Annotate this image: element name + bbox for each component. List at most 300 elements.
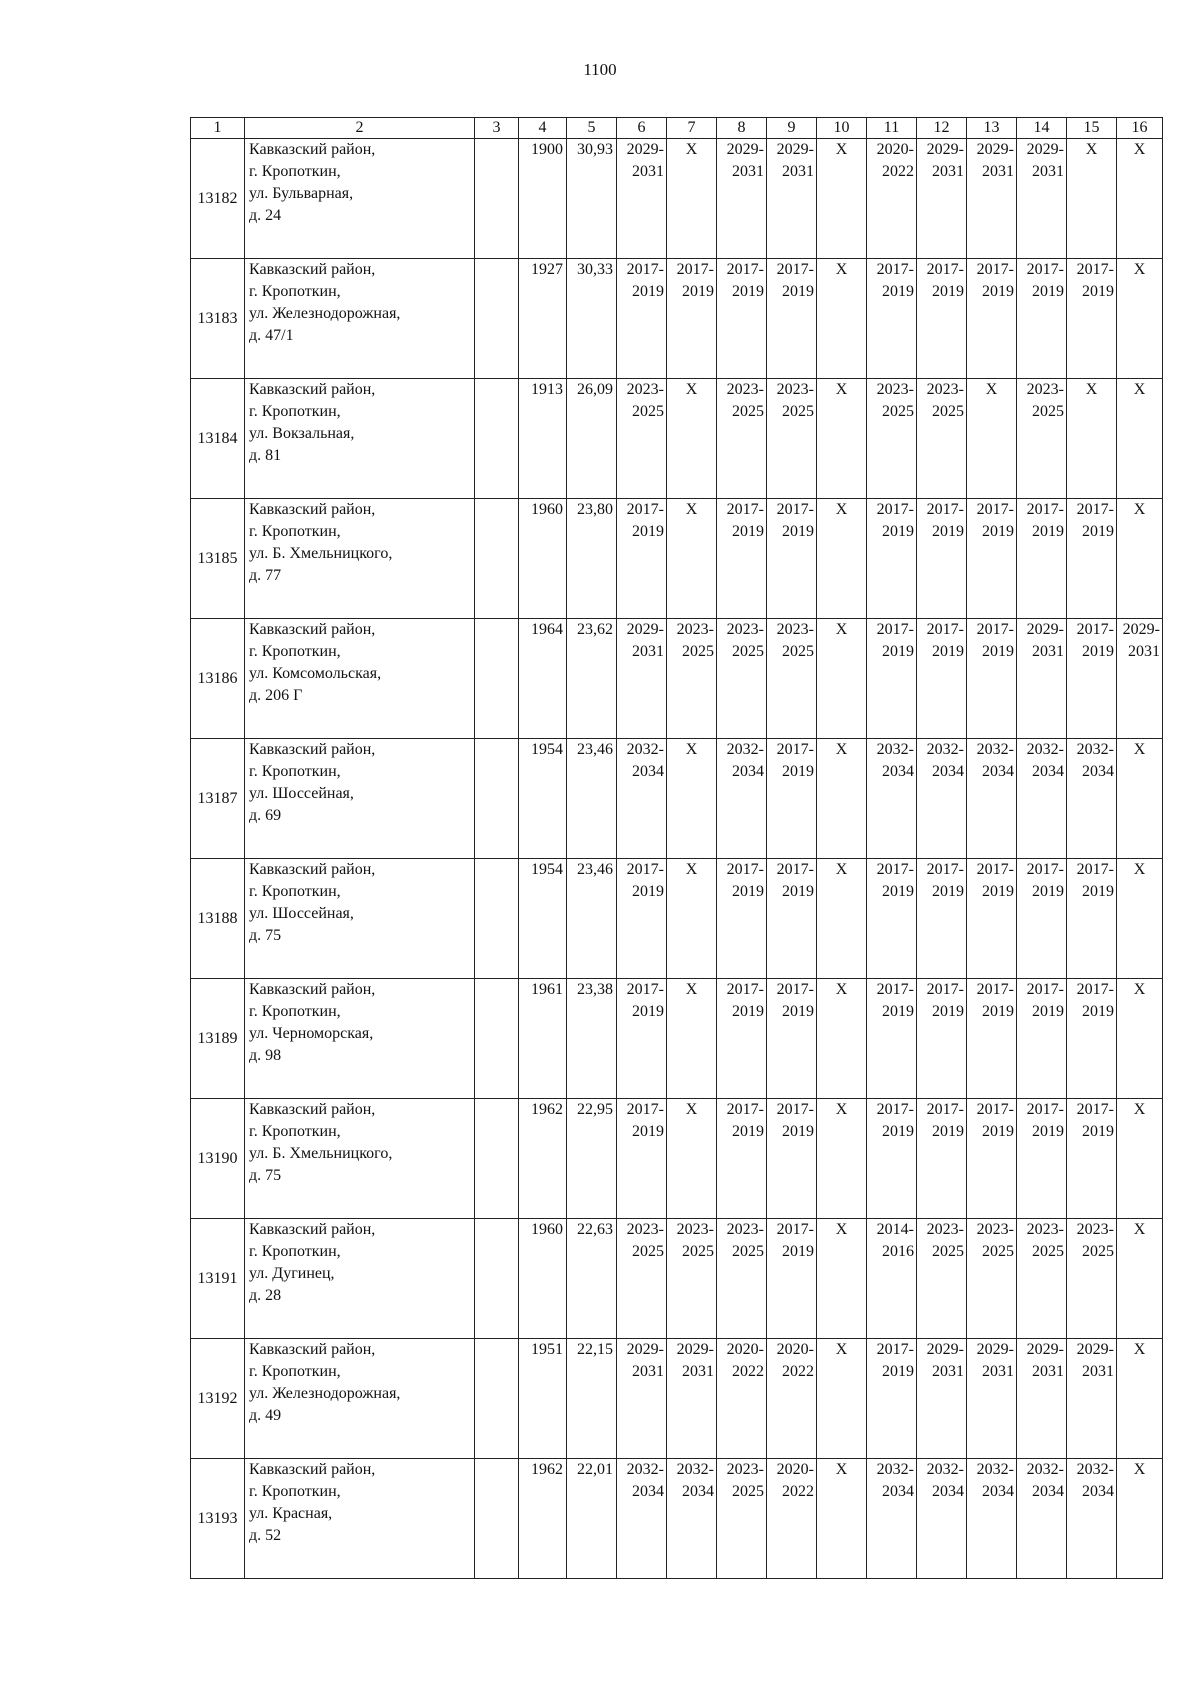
- area-cell: 23,46: [567, 739, 617, 859]
- period-line: 2017-: [876, 981, 914, 998]
- period-line: 2023-: [726, 1461, 764, 1478]
- period-line: 2019: [932, 523, 964, 540]
- period-line: 2023-: [926, 1221, 964, 1238]
- period-line: 2022: [782, 1483, 814, 1500]
- period-cell: [817, 1339, 867, 1459]
- record-number: 13182: [191, 139, 245, 259]
- table-row: [191, 619, 1163, 739]
- period-line: 2032-: [876, 1461, 914, 1478]
- period-line: 2032-: [976, 741, 1014, 758]
- year-built-cell: 1954: [519, 859, 567, 979]
- period-line: 2023-: [1026, 1221, 1064, 1238]
- period-line: 2017-: [776, 981, 814, 998]
- period-cell: [817, 1099, 867, 1219]
- period-cell: [667, 739, 717, 859]
- period-line: 2017-: [1076, 1101, 1114, 1118]
- empty-cell: [475, 259, 519, 379]
- address-line: ул. Черноморская,: [249, 1025, 374, 1042]
- period-line: 2017-: [1076, 621, 1114, 638]
- period-cell: [1117, 739, 1163, 859]
- period-line: 2025: [782, 643, 814, 660]
- period-line: 2020-: [726, 1341, 764, 1358]
- period-cell: [767, 499, 817, 619]
- table-row: [191, 979, 1163, 1099]
- period-line: 2032-: [1076, 741, 1114, 758]
- period-line: 2019: [982, 643, 1014, 660]
- column-header: 1: [191, 118, 245, 139]
- period-cell: [767, 739, 817, 859]
- address-line: г. Кропоткин,: [249, 1123, 341, 1140]
- empty-cell: [475, 619, 519, 739]
- period-line: 2017-: [626, 501, 664, 518]
- period-line: 2019: [782, 283, 814, 300]
- period-line: 2025: [732, 403, 764, 420]
- period-line: 2032-: [976, 1461, 1014, 1478]
- period-line: 2019: [1032, 883, 1064, 900]
- period-line: 2032-: [1026, 741, 1064, 758]
- period-cell: [1067, 619, 1117, 739]
- period-line: 2017-: [776, 261, 814, 278]
- address-line: ул. Комсомольская,: [249, 665, 382, 682]
- area-cell: 30,33: [567, 259, 617, 379]
- address-line: г. Кропоткин,: [249, 883, 341, 900]
- period-line: 2017-: [726, 1101, 764, 1118]
- address-line: д. 24: [249, 207, 282, 224]
- period-line: 2023-: [726, 381, 764, 398]
- period-line: 2019: [732, 883, 764, 900]
- period-line: X: [835, 1101, 848, 1118]
- period-line: 2019: [1082, 643, 1114, 660]
- address-line: д. 47/1: [249, 327, 294, 344]
- period-line: 2017-: [926, 1101, 964, 1118]
- record-number: 13189: [191, 979, 245, 1099]
- period-cell: [917, 379, 967, 499]
- address-cell: [245, 979, 475, 1099]
- period-cell: [1067, 139, 1117, 259]
- record-number: 13187: [191, 739, 245, 859]
- period-cell: [817, 619, 867, 739]
- address-line: д. 52: [249, 1527, 282, 1544]
- address-cell: [245, 1339, 475, 1459]
- period-line: X: [835, 741, 848, 758]
- period-line: 2019: [932, 643, 964, 660]
- table-row: [191, 499, 1163, 619]
- address-line: д. 81: [249, 447, 282, 464]
- period-line: 2019: [632, 523, 664, 540]
- period-cell: [1017, 1339, 1067, 1459]
- address-cell: [245, 619, 475, 739]
- period-line: 2019: [782, 883, 814, 900]
- address-line: Кавказский район,: [249, 741, 376, 758]
- period-cell: [817, 499, 867, 619]
- period-cell: [667, 979, 717, 1099]
- period-line: X: [835, 141, 848, 158]
- address-cell: [245, 859, 475, 979]
- period-cell: [667, 1459, 717, 1579]
- period-cell: [1117, 499, 1163, 619]
- area-cell: 22,01: [567, 1459, 617, 1579]
- period-line: 2023-: [876, 381, 914, 398]
- period-line: 2034: [1082, 1483, 1114, 1500]
- period-cell: [617, 979, 667, 1099]
- period-cell: [717, 1459, 767, 1579]
- period-line: 2020-: [776, 1461, 814, 1478]
- period-line: 2034: [632, 1483, 664, 1500]
- period-line: 2031: [932, 163, 964, 180]
- period-line: 2023-: [626, 1221, 664, 1238]
- period-cell: [1017, 619, 1067, 739]
- period-cell: [867, 739, 917, 859]
- empty-cell: [475, 859, 519, 979]
- record-number: 13185: [191, 499, 245, 619]
- period-cell: [1017, 979, 1067, 1099]
- address-cell: [245, 1219, 475, 1339]
- period-cell: [717, 379, 767, 499]
- period-cell: [817, 379, 867, 499]
- area-cell: 23,38: [567, 979, 617, 1099]
- period-line: 2019: [782, 1123, 814, 1140]
- period-cell: [967, 1339, 1017, 1459]
- period-cell: [667, 499, 717, 619]
- period-cell: [917, 979, 967, 1099]
- period-cell: [617, 379, 667, 499]
- period-line: 2017-: [876, 501, 914, 518]
- period-line: X: [1085, 381, 1098, 398]
- year-built-cell: 1927: [519, 259, 567, 379]
- address-line: д. 77: [249, 567, 282, 584]
- period-cell: [617, 859, 667, 979]
- period-line: 2023-: [776, 621, 814, 638]
- period-cell: [817, 979, 867, 1099]
- period-line: 2034: [682, 1483, 714, 1500]
- period-cell: [767, 1459, 817, 1579]
- period-line: 2031: [1128, 643, 1160, 660]
- period-line: 2017-: [926, 261, 964, 278]
- period-line: 2023-: [676, 1221, 714, 1238]
- period-cell: [767, 139, 817, 259]
- period-line: 2017-: [876, 1341, 914, 1358]
- period-line: 2029-: [1026, 621, 1064, 638]
- period-line: 2032-: [626, 741, 664, 758]
- header-row: [191, 118, 1163, 139]
- period-line: X: [685, 381, 698, 398]
- period-cell: [617, 139, 667, 259]
- period-line: X: [985, 381, 998, 398]
- period-cell: [867, 259, 917, 379]
- period-line: X: [835, 261, 848, 278]
- period-line: 2023-: [1026, 381, 1064, 398]
- period-line: 2029-: [1076, 1341, 1114, 1358]
- period-line: 2031: [682, 1363, 714, 1380]
- period-cell: [717, 1339, 767, 1459]
- address-line: г. Кропоткин,: [249, 1243, 341, 1260]
- address-line: г. Кропоткин,: [249, 283, 341, 300]
- year-built-cell: 1900: [519, 139, 567, 259]
- period-line: 2019: [882, 523, 914, 540]
- address-line: Кавказский район,: [249, 501, 376, 518]
- period-line: X: [685, 1101, 698, 1118]
- table-row: [191, 1099, 1163, 1219]
- period-line: 2019: [632, 1123, 664, 1140]
- period-line: 2031: [1032, 163, 1064, 180]
- period-line: 2019: [1082, 883, 1114, 900]
- period-line: 2017-: [776, 501, 814, 518]
- period-line: 2031: [932, 1363, 964, 1380]
- period-cell: [617, 1459, 667, 1579]
- period-line: 2017-: [1026, 501, 1064, 518]
- period-line: 2017-: [726, 861, 764, 878]
- period-line: 2025: [932, 1243, 964, 1260]
- period-line: 2019: [732, 523, 764, 540]
- column-header: 8: [717, 118, 767, 139]
- period-line: 2019: [982, 1003, 1014, 1020]
- address-cell: [245, 1459, 475, 1579]
- period-line: X: [835, 621, 848, 638]
- period-line: 2019: [882, 283, 914, 300]
- period-line: 2022: [782, 1363, 814, 1380]
- period-line: 2019: [932, 1003, 964, 1020]
- period-line: 2017-: [726, 261, 764, 278]
- period-line: 2017-: [976, 621, 1014, 638]
- period-line: 2017-: [776, 1101, 814, 1118]
- period-line: 2032-: [876, 741, 914, 758]
- period-cell: [717, 259, 767, 379]
- period-line: 2017-: [926, 501, 964, 518]
- record-number: 13183: [191, 259, 245, 379]
- period-cell: [717, 499, 767, 619]
- period-line: 2017-: [926, 981, 964, 998]
- column-header: 12: [917, 118, 967, 139]
- period-cell: [967, 379, 1017, 499]
- period-cell: [1017, 739, 1067, 859]
- period-cell: [1067, 259, 1117, 379]
- period-line: 2023-: [1076, 1221, 1114, 1238]
- period-line: 2017-: [626, 981, 664, 998]
- period-line: X: [1133, 261, 1146, 278]
- period-cell: [717, 739, 767, 859]
- period-line: X: [835, 1461, 848, 1478]
- period-cell: [817, 139, 867, 259]
- address-cell: [245, 379, 475, 499]
- period-line: 2023-: [726, 1221, 764, 1238]
- period-line: 2034: [982, 763, 1014, 780]
- period-cell: [617, 1339, 667, 1459]
- period-line: 2017-: [726, 501, 764, 518]
- period-line: 2019: [882, 883, 914, 900]
- period-line: 2029-: [976, 1341, 1014, 1358]
- address-line: ул. Шоссейная,: [249, 785, 354, 802]
- period-cell: [967, 259, 1017, 379]
- period-cell: [1067, 379, 1117, 499]
- address-line: г. Кропоткин,: [249, 643, 341, 660]
- period-line: 2019: [1082, 1123, 1114, 1140]
- column-header: 15: [1067, 118, 1117, 139]
- period-line: 2023-: [776, 381, 814, 398]
- period-line: 2019: [932, 1123, 964, 1140]
- address-line: ул. Железнодорожная,: [249, 1385, 401, 1402]
- address-line: ул. Железнодорожная,: [249, 305, 401, 322]
- period-line: 2029-: [1026, 141, 1064, 158]
- address-line: г. Кропоткин,: [249, 1363, 341, 1380]
- period-line: 2019: [782, 1243, 814, 1260]
- column-header: 6: [617, 118, 667, 139]
- period-cell: [717, 619, 767, 739]
- period-line: 2017-: [1076, 501, 1114, 518]
- period-cell: [667, 259, 717, 379]
- address-line: Кавказский район,: [249, 621, 376, 638]
- period-line: 2017-: [626, 861, 664, 878]
- period-cell: [617, 1099, 667, 1219]
- period-cell: [817, 859, 867, 979]
- period-cell: [1117, 1339, 1163, 1459]
- address-line: г. Кропоткин,: [249, 403, 341, 420]
- period-line: 2023-: [926, 381, 964, 398]
- address-line: г. Кропоткин,: [249, 1483, 341, 1500]
- period-line: 2019: [732, 1123, 764, 1140]
- address-line: Кавказский район,: [249, 1341, 376, 1358]
- period-cell: [967, 859, 1017, 979]
- address-line: Кавказский район,: [249, 261, 376, 278]
- period-line: 2017-: [1026, 1101, 1064, 1118]
- period-cell: [1117, 1099, 1163, 1219]
- period-line: 2034: [932, 1483, 964, 1500]
- year-built-cell: 1913: [519, 379, 567, 499]
- period-line: 2017-: [926, 861, 964, 878]
- period-line: 2017-: [876, 261, 914, 278]
- period-line: 2022: [732, 1363, 764, 1380]
- period-cell: [917, 1099, 967, 1219]
- period-cell: [617, 619, 667, 739]
- address-line: г. Кропоткин,: [249, 763, 341, 780]
- period-line: X: [1133, 741, 1146, 758]
- period-line: 2014-: [876, 1221, 914, 1238]
- empty-cell: [475, 739, 519, 859]
- address-line: Кавказский район,: [249, 1221, 376, 1238]
- record-number: 13188: [191, 859, 245, 979]
- period-cell: [667, 859, 717, 979]
- period-line: 2017-: [1076, 861, 1114, 878]
- period-cell: [1117, 979, 1163, 1099]
- column-header: 5: [567, 118, 617, 139]
- period-line: X: [1133, 1101, 1146, 1118]
- address-line: ул. Дугинец,: [249, 1265, 335, 1282]
- period-line: 2034: [1082, 763, 1114, 780]
- empty-cell: [475, 139, 519, 259]
- period-cell: [667, 139, 717, 259]
- period-line: 2025: [982, 1243, 1014, 1260]
- period-cell: [617, 739, 667, 859]
- period-line: X: [1133, 381, 1146, 398]
- column-header: 3: [475, 118, 519, 139]
- area-cell: 26,09: [567, 379, 617, 499]
- address-line: Кавказский район,: [249, 861, 376, 878]
- period-cell: [867, 499, 917, 619]
- period-line: 2034: [982, 1483, 1014, 1500]
- empty-cell: [475, 979, 519, 1099]
- period-line: 2019: [1032, 1003, 1064, 1020]
- period-cell: [717, 979, 767, 1099]
- period-line: 2017-: [1076, 981, 1114, 998]
- period-line: 2034: [1032, 763, 1064, 780]
- period-cell: [617, 499, 667, 619]
- period-cell: [667, 1099, 717, 1219]
- period-line: 2020-: [876, 141, 914, 158]
- period-cell: [1117, 1219, 1163, 1339]
- period-line: 2017-: [976, 1101, 1014, 1118]
- period-line: 2031: [632, 163, 664, 180]
- period-line: 2029-: [926, 1341, 964, 1358]
- period-line: X: [1085, 141, 1098, 158]
- period-line: 2017-: [726, 981, 764, 998]
- period-cell: [917, 859, 967, 979]
- period-cell: [917, 259, 967, 379]
- period-cell: [1017, 1219, 1067, 1339]
- period-cell: [917, 1459, 967, 1579]
- period-line: 2017-: [1026, 981, 1064, 998]
- period-line: X: [685, 741, 698, 758]
- record-number: 13184: [191, 379, 245, 499]
- period-line: 2019: [682, 283, 714, 300]
- record-number: 13191: [191, 1219, 245, 1339]
- period-line: 2019: [882, 1003, 914, 1020]
- period-line: 2017-: [976, 981, 1014, 998]
- period-line: 2017-: [876, 1101, 914, 1118]
- period-line: 2022: [882, 163, 914, 180]
- period-line: 2032-: [926, 1461, 964, 1478]
- address-line: д. 28: [249, 1287, 282, 1304]
- column-header: 9: [767, 118, 817, 139]
- period-line: 2017-: [926, 621, 964, 638]
- period-line: 2031: [982, 163, 1014, 180]
- address-line: д. 206 Г: [249, 687, 303, 704]
- year-built-cell: 1960: [519, 1219, 567, 1339]
- period-line: X: [835, 1221, 848, 1238]
- address-cell: [245, 1099, 475, 1219]
- period-cell: [867, 859, 917, 979]
- period-line: 2034: [882, 763, 914, 780]
- record-number: 13186: [191, 619, 245, 739]
- period-cell: [717, 1219, 767, 1339]
- period-line: 2019: [882, 643, 914, 660]
- period-line: 2019: [1082, 523, 1114, 540]
- period-line: 2019: [732, 1003, 764, 1020]
- address-line: ул. Б. Хмельницкого,: [249, 1145, 393, 1162]
- period-line: 2017-: [626, 261, 664, 278]
- address-line: ул. Шоссейная,: [249, 905, 354, 922]
- period-line: 2025: [732, 1243, 764, 1260]
- period-line: 2019: [982, 523, 1014, 540]
- period-line: 2019: [782, 1003, 814, 1020]
- address-cell: [245, 259, 475, 379]
- address-line: д. 49: [249, 1407, 282, 1424]
- period-cell: [867, 139, 917, 259]
- period-cell: [867, 619, 917, 739]
- record-number: 13190: [191, 1099, 245, 1219]
- period-cell: [917, 739, 967, 859]
- column-header: 7: [667, 118, 717, 139]
- empty-cell: [475, 1219, 519, 1339]
- column-header: 10: [817, 118, 867, 139]
- period-line: 2029-: [726, 141, 764, 158]
- period-cell: [767, 1099, 817, 1219]
- period-line: 2017-: [976, 501, 1014, 518]
- period-cell: [1067, 859, 1117, 979]
- year-built-cell: 1954: [519, 739, 567, 859]
- period-line: 2029-: [926, 141, 964, 158]
- period-line: 2019: [632, 283, 664, 300]
- period-line: 2019: [982, 883, 1014, 900]
- table-row: [191, 1339, 1163, 1459]
